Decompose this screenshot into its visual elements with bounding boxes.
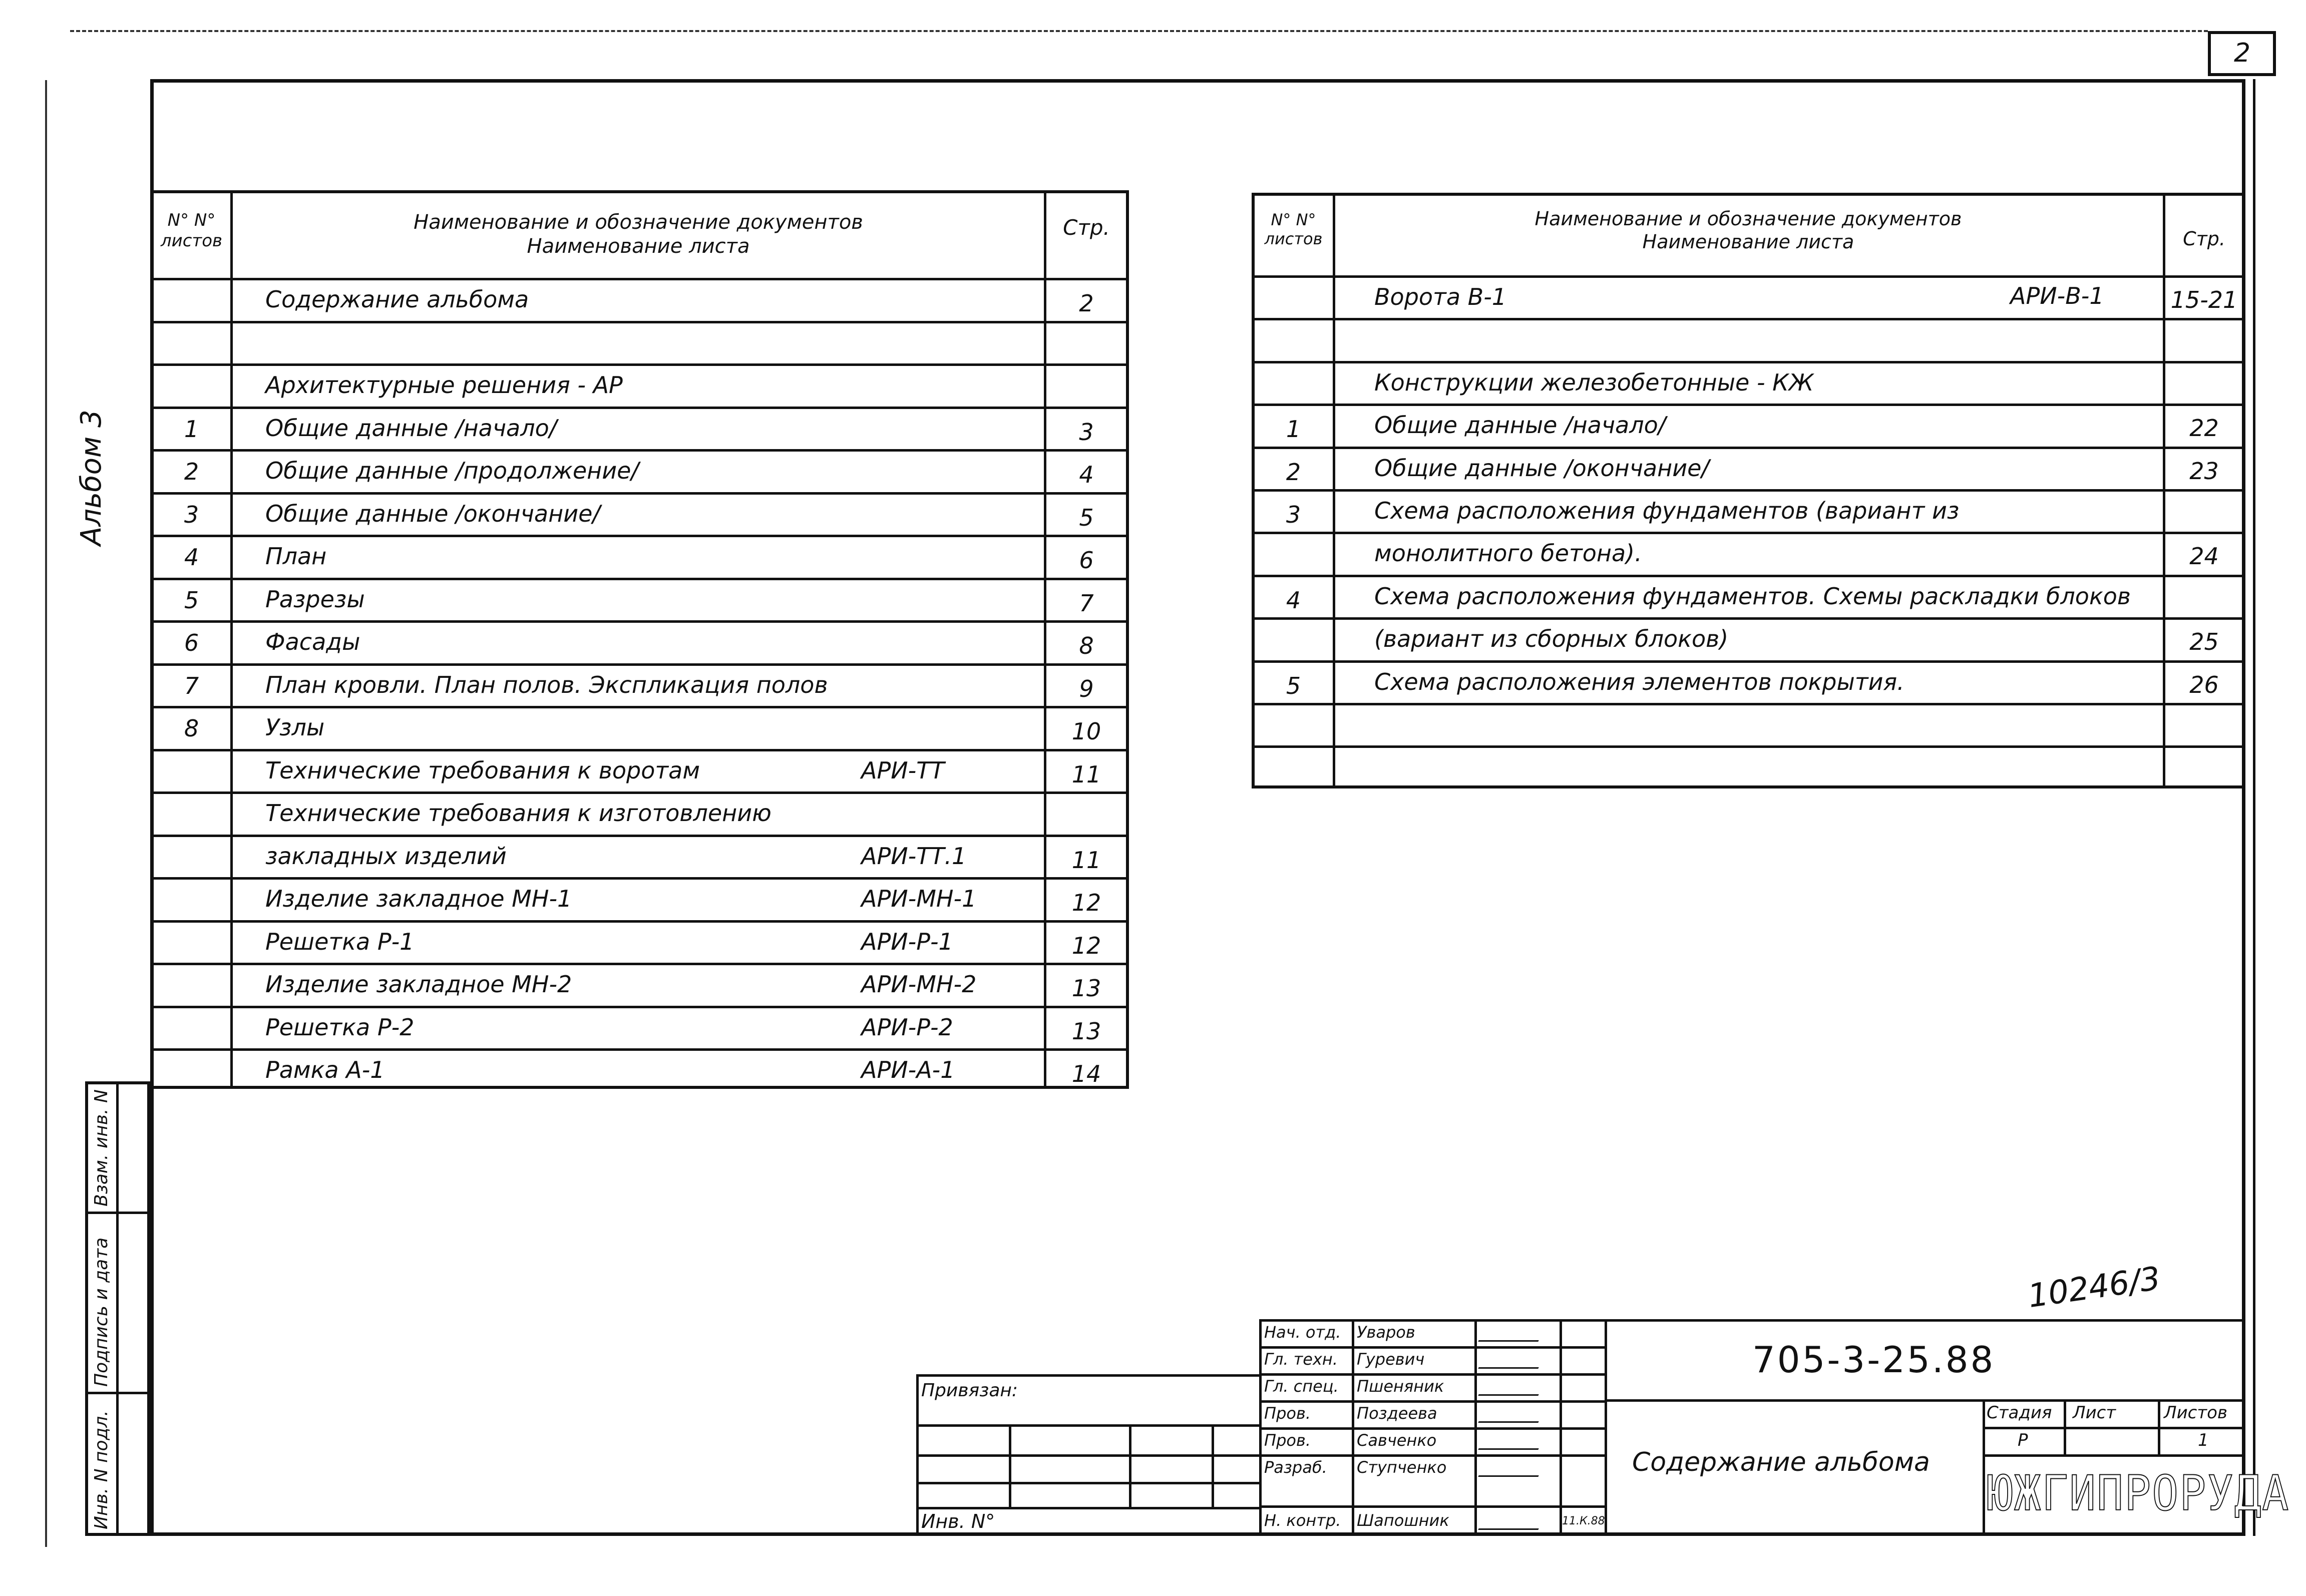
right-header-name: [1335, 208, 2161, 253]
tb-code-divider: [1605, 1399, 2245, 1402]
right-row-no: 5: [1286, 672, 1301, 699]
staff-row-line: [1259, 1346, 1605, 1349]
left-row-name: Решетка Р-2: [265, 1013, 415, 1041]
document-title: Содержание альбома: [1632, 1447, 1930, 1477]
right-row-line: [1252, 489, 2245, 492]
left-row-line: [150, 1006, 1129, 1008]
staff-role: Разраб.: [1264, 1458, 1327, 1477]
sheets-value: 1: [2198, 1430, 2209, 1450]
left-row-line: [150, 963, 1129, 965]
staff-name: Поздеева: [1357, 1404, 1437, 1423]
right-row-name: Схема расположения элементов покрытия.: [1374, 668, 1904, 695]
staff-row-line: [1259, 1505, 1605, 1508]
staff-signature: [1478, 1433, 1546, 1450]
tb-stage-divider: [1983, 1399, 1985, 1536]
right-row-page: 25: [2189, 628, 2219, 656]
left-row-name: Рамка А-1: [265, 1056, 385, 1083]
left-row-line: [150, 877, 1129, 880]
right-row-name: (вариант из сборных блоков): [1374, 625, 1729, 653]
side-stamp-vline: [116, 1081, 119, 1536]
right-row-no: 1: [1286, 416, 1301, 443]
right-header-no-text: N° N° листов: [1264, 210, 1323, 249]
left-row-code: АРИ-МН-2: [861, 971, 977, 998]
staff-signature: [1478, 1325, 1546, 1342]
right-header-divider: [1252, 275, 2245, 278]
staff-role: Нач. отд.: [1264, 1323, 1341, 1342]
album-label: Альбом 3: [75, 410, 108, 546]
staff-row-line: [1259, 1454, 1605, 1457]
left-row-code: АРИ-ТТ.1: [861, 842, 967, 870]
staff-name: Уваров: [1357, 1323, 1415, 1342]
right-row-name: Ворота В-1: [1374, 283, 1507, 310]
left-row-page: 10: [1071, 718, 1101, 745]
staff-name: Гуревич: [1357, 1350, 1425, 1369]
left-row-page: 14: [1071, 1060, 1101, 1087]
left-row-line: [150, 578, 1129, 580]
left-row-no: 1: [184, 415, 199, 443]
left-row-line: [150, 791, 1129, 794]
bind-col-2: [1129, 1424, 1131, 1507]
staff-role: Гл. техн.: [1264, 1350, 1338, 1369]
left-row-no: 7: [184, 672, 199, 699]
right-header-page: [2165, 228, 2243, 251]
bind-col-3: [1212, 1424, 1214, 1507]
sheet-number: 2: [2234, 38, 2251, 68]
privyazan-label: Привязан:: [921, 1380, 1018, 1401]
left-row-page: 6: [1079, 547, 1094, 574]
left-row-line: [150, 749, 1129, 751]
archive-number: 10246/3: [2026, 1260, 2163, 1316]
staff-name: Савченко: [1357, 1431, 1437, 1450]
left-row-name: Разрезы: [265, 585, 365, 613]
left-row-no: 2: [184, 458, 199, 485]
staff-role: Пров.: [1264, 1431, 1311, 1450]
left-row-line: [150, 1048, 1129, 1051]
left-row-no: 4: [184, 544, 199, 571]
left-row-name: Архитектурные решения - АР: [265, 371, 623, 398]
left-row-code: АРИ-Р-2: [861, 1013, 953, 1041]
right-row-line: [1252, 447, 2245, 449]
right-frame-double: [2253, 79, 2255, 1536]
right-row-line: [1252, 575, 2245, 577]
staff-row-line: [1259, 1427, 1605, 1430]
right-row-page: 22: [2189, 415, 2219, 442]
left-row-page: 11: [1071, 846, 1101, 874]
right-row-line: [1252, 361, 2245, 363]
right-row-name: Схема расположения фундаментов. Схемы раскладки блоков: [1374, 582, 2131, 610]
left-row-line: [150, 835, 1129, 837]
right-row-page: 15-21: [2170, 286, 2238, 313]
staff-row-line: [1259, 1373, 1605, 1376]
left-row-name: Изделие закладное МН-1: [265, 885, 572, 912]
staff-role: Пров.: [1264, 1404, 1311, 1423]
left-row-page: 11: [1071, 760, 1101, 788]
left-col-no-divider: [230, 190, 233, 1089]
left-row-name: Фасады: [265, 628, 360, 655]
right-header-name-text: Наименование и обозначение документов Наименование листа: [1534, 208, 1962, 253]
right-row-name: Общие данные /окончание/: [1374, 454, 1709, 482]
staff-role: Гл. спец.: [1264, 1377, 1339, 1396]
right-row-no: 3: [1286, 501, 1301, 528]
left-row-page: 4: [1079, 461, 1094, 488]
right-row-line: [1252, 660, 2245, 663]
left-row-line: [150, 363, 1129, 366]
date-note: 11.К.88: [1562, 1515, 1605, 1527]
left-row-page: 12: [1071, 932, 1101, 959]
bind-row-1: [916, 1424, 1259, 1427]
side-stamp-vzam: Взам. инв. N: [91, 1089, 112, 1207]
right-row-line: [1252, 318, 2245, 320]
left-row-name: Технические требования к изготовлению: [265, 800, 772, 827]
staff-signature: [1478, 1513, 1546, 1530]
left-row-name: Содержание альбома: [265, 286, 529, 313]
side-stamp-inv: Инв. N подл.: [91, 1410, 112, 1529]
bind-col-1: [1009, 1424, 1011, 1507]
left-row-code: АРИ-А-1: [861, 1056, 955, 1083]
left-row-name: Узлы: [265, 714, 325, 741]
right-row-name: Общие данные /начало/: [1374, 412, 1666, 439]
tb-date-divider: [1605, 1319, 1607, 1536]
right-row-line: [1252, 532, 2245, 534]
stage-value: Р: [2018, 1430, 2028, 1450]
right-row-no: 2: [1286, 458, 1301, 486]
left-row-name: закладных изделий: [265, 842, 507, 870]
left-row-name: Общие данные /окончание/: [265, 500, 600, 527]
left-header-page-text: Стр.: [1063, 215, 1110, 240]
staff-signature: [1478, 1352, 1546, 1369]
bind-row-2: [916, 1454, 1259, 1457]
left-row-no: 6: [184, 629, 199, 656]
left-row-page: 2: [1079, 290, 1094, 317]
stage-label: Стадия: [1987, 1403, 2052, 1423]
tb-stage-col1: [2064, 1399, 2066, 1454]
top-border-line: [70, 30, 2208, 32]
left-row-name: Общие данные /продолжение/: [265, 457, 639, 484]
tb-stage-hdr-line: [1983, 1427, 2245, 1429]
left-row-no: 5: [184, 586, 199, 614]
tb-top-line: [1259, 1319, 2245, 1322]
right-header-no: [1254, 210, 1333, 249]
left-row-code: АРИ-ТТ: [861, 756, 945, 784]
left-row-code: АРИ-МН-1: [861, 885, 977, 912]
left-row-name: План кровли. План полов. Экспликация полов: [265, 671, 828, 698]
left-row-code: АРИ-Р-1: [861, 928, 953, 955]
document-code: 705-3-25.88: [1752, 1339, 1996, 1381]
staff-name: Шапошник: [1357, 1511, 1449, 1530]
staff-role: Н. контр.: [1264, 1511, 1341, 1530]
right-row-page: 26: [2189, 671, 2219, 698]
right-row-no: 4: [1286, 586, 1301, 614]
left-row-name: Изделие закладное МН-2: [265, 971, 572, 998]
staff-signature: [1478, 1460, 1546, 1477]
staff-signature: [1478, 1406, 1546, 1423]
left-row-name: Общие данные /начало/: [265, 414, 557, 442]
right-row-page: 24: [2189, 543, 2219, 570]
left-header-no-text: N° N° листов: [160, 210, 223, 251]
staff-name: Ступченко: [1357, 1458, 1447, 1477]
right-row-line: [1252, 745, 2245, 748]
side-stamp-sign: Подпись и дата: [91, 1237, 112, 1387]
left-row-no: 3: [184, 501, 199, 528]
left-row-page: 7: [1079, 589, 1094, 617]
sheet-label: Лист: [2073, 1403, 2116, 1423]
left-row-line: [150, 620, 1129, 623]
left-row-page: 8: [1079, 632, 1094, 659]
left-row-page: 13: [1071, 1017, 1101, 1045]
right-row-name: Конструкции железобетонные - КЖ: [1374, 368, 1814, 396]
right-row-line: [1252, 703, 2245, 705]
left-row-page: 5: [1079, 504, 1094, 531]
organization-logo: ЮЖГИПРОРУДА: [1987, 1465, 2290, 1521]
left-header-no: [153, 210, 230, 251]
right-row-name: монолитного бетона).: [1374, 540, 1642, 567]
left-row-line: [150, 492, 1129, 495]
left-row-line: [150, 407, 1129, 409]
inv-no-label: Инв. N°: [921, 1510, 995, 1532]
left-header-name-text: Наименование и обозначение документов Наименование листа: [414, 211, 863, 258]
sheets-label: Листов: [2164, 1403, 2228, 1423]
left-row-page: 13: [1071, 975, 1101, 1002]
left-header-name: [233, 210, 1044, 258]
left-row-name: План: [265, 543, 327, 570]
left-row-line: [150, 535, 1129, 537]
tb-stage-val-line: [1983, 1454, 2245, 1457]
left-row-name: Технические требования к воротам: [265, 756, 700, 784]
left-header-divider: [150, 278, 1129, 280]
left-row-name: Решетка Р-1: [265, 928, 415, 955]
left-row-line: [150, 449, 1129, 452]
right-row-line: [1252, 617, 2245, 620]
left-row-page: 3: [1079, 418, 1094, 446]
right-header-page-text: Стр.: [2183, 228, 2225, 250]
left-row-line: [150, 920, 1129, 923]
right-row-name: Схема расположения фундаментов (вариант из: [1374, 497, 1960, 524]
right-row-code: АРИ-В-1: [2010, 282, 2104, 309]
left-header-page: [1046, 215, 1126, 240]
left-row-line: [150, 663, 1129, 666]
staff-row-line: [1259, 1400, 1605, 1403]
right-row-page: 23: [2189, 457, 2219, 485]
bind-row-4: [916, 1507, 1259, 1509]
staff-name: Пшеняник: [1357, 1377, 1444, 1396]
left-row-page: 9: [1079, 675, 1094, 702]
left-row-page: 12: [1071, 889, 1101, 916]
tb-stage-col2: [2158, 1399, 2160, 1454]
left-row-line: [150, 706, 1129, 708]
bind-row-3: [916, 1482, 1259, 1484]
staff-signature: [1478, 1379, 1546, 1396]
right-row-line: [1252, 404, 2245, 406]
left-row-line: [150, 321, 1129, 323]
bind-top-line: [916, 1374, 1259, 1377]
left-row-no: 8: [184, 715, 199, 742]
left-border-line: [45, 80, 47, 1547]
